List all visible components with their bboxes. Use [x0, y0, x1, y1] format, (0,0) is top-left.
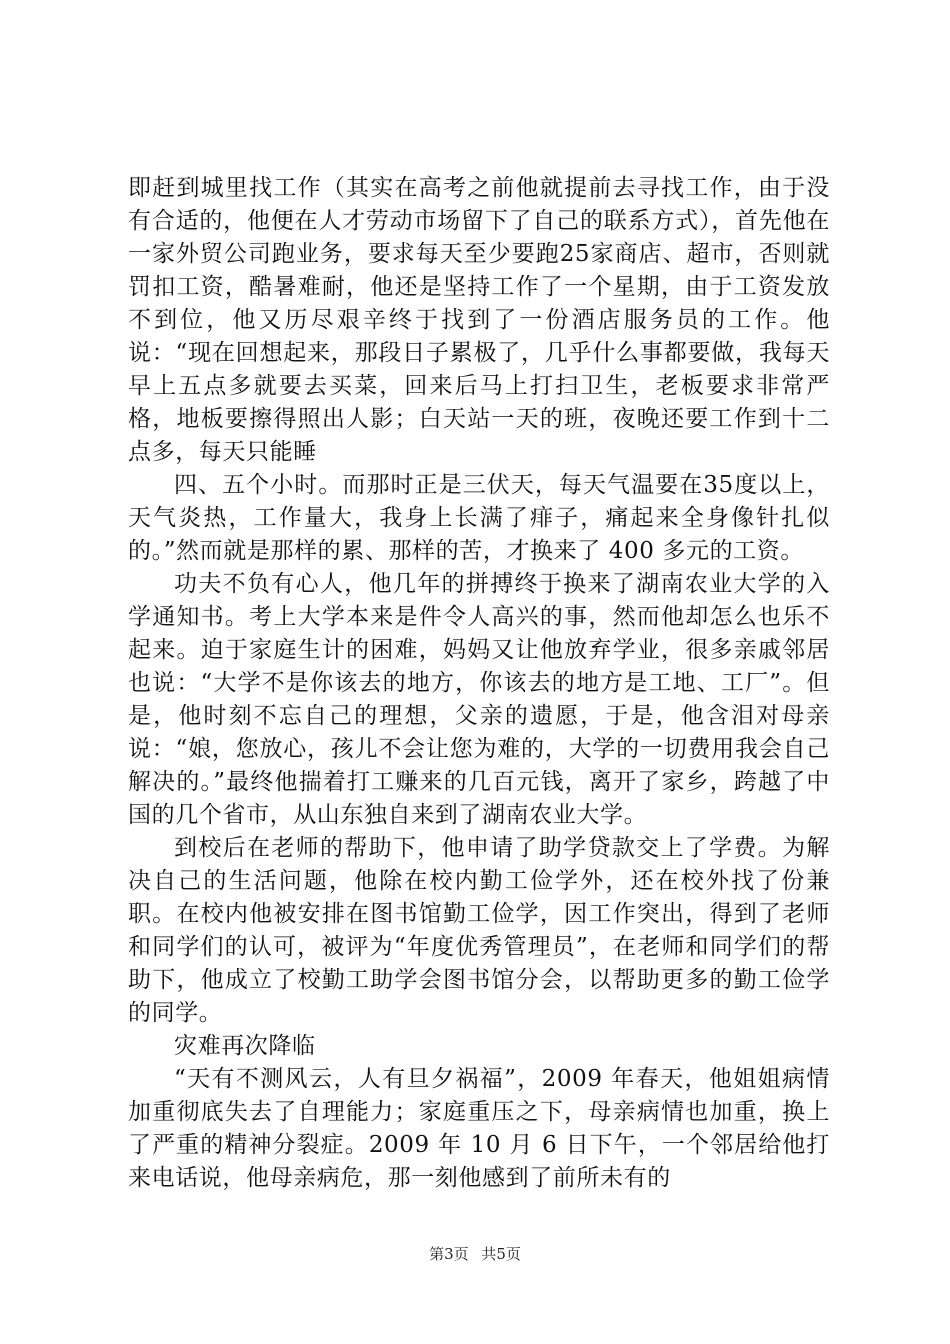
page-footer — [0, 1244, 950, 1264]
page-total: 共5页 — [481, 1245, 521, 1263]
paragraph-4: 到校后在老师的帮助下，他申请了助学贷款交上了学费。为解决自己的生活问题，他除在校内勤工俭学外，还在校外找了份兼职。在校内他被安排在图书馆勤工俭学，因工作突出，得到了老师和同学们的认可，被评为“年度优秀管理员”，在老师和同学们的帮助下，他成立了校勤工助学会图书馆分会，以帮助更多的勤工俭学的同学。 — [128, 835, 830, 1026]
section-heading: 灾难再次降临 — [174, 1033, 316, 1059]
body-text — [128, 172, 830, 1195]
paragraph-3: 功夫不负有心人，他几年的拼搏终于换来了湖南农业大学的入学通知书。考上大学本来是件令人高兴的事，然而他却怎么也乐不起来。迫于家庭生计的困难，妈妈又让他放弃学业，很多亲戚邻居也说：“大学不是你该去的地方，你该去的地方是工地、工厂”。但是，他时刻不忘自己的理想，父亲的遗愿，于是，他含泪对母亲说：“娘，您放心，孩儿不会让您为难的，大学的一切费用我会自己解决的。”最终他揣着打工赚来的几百元钱，离开了家乡，跨越了中国的几个省市，从山东独自来到了湖南农业大学。 — [128, 571, 830, 828]
paragraph-5: “天有不测风云，人有旦夕祸福”，2009 年春天，他姐姐病情加重彻底失去了自理能力；家庭重压之下，母亲病情也加重，换上了严重的精神分裂症。2009 年 10 月 6 日下午，一个邻居给他打来电话说，他母亲病危，那一刻他感到了前所未有的 — [128, 1066, 830, 1191]
page-number: 第3页 — [429, 1245, 469, 1263]
paragraph-2: 四、五个小时。而那时正是三伏天，每天气温要在35度以上，天气炎热，工作量大，我身上长满了痱子，痛起来全身像针扎似的。”然而就是那样的累、那样的苦，才换来了 400 多元的工资。 — [128, 472, 830, 564]
paragraph-1: 即赶到城里找工作（其实在高考之前他就提前去寻找工作，由于没有合适的，他便在人才劳动市场留下了自己的联系方式），首先他在一家外贸公司跑业务，要求每天至少要跑25家商店、超市，否则就罚扣工资，酷暑难耐，他还是坚持工作了一个星期，由于工资发放不到位，他又历尽艰辛终于找到了一份酒店服务员的工作。他说：“现在回想起来，那段日子累极了，几乎什么事都要做，我每天早上五点多就要去买菜，回来后马上打扫卫生，老板要求非常严格，地板要擦得照出人影；白天站一天的班，夜晚还要工作到十二点多，每天只能睡 — [128, 175, 830, 465]
